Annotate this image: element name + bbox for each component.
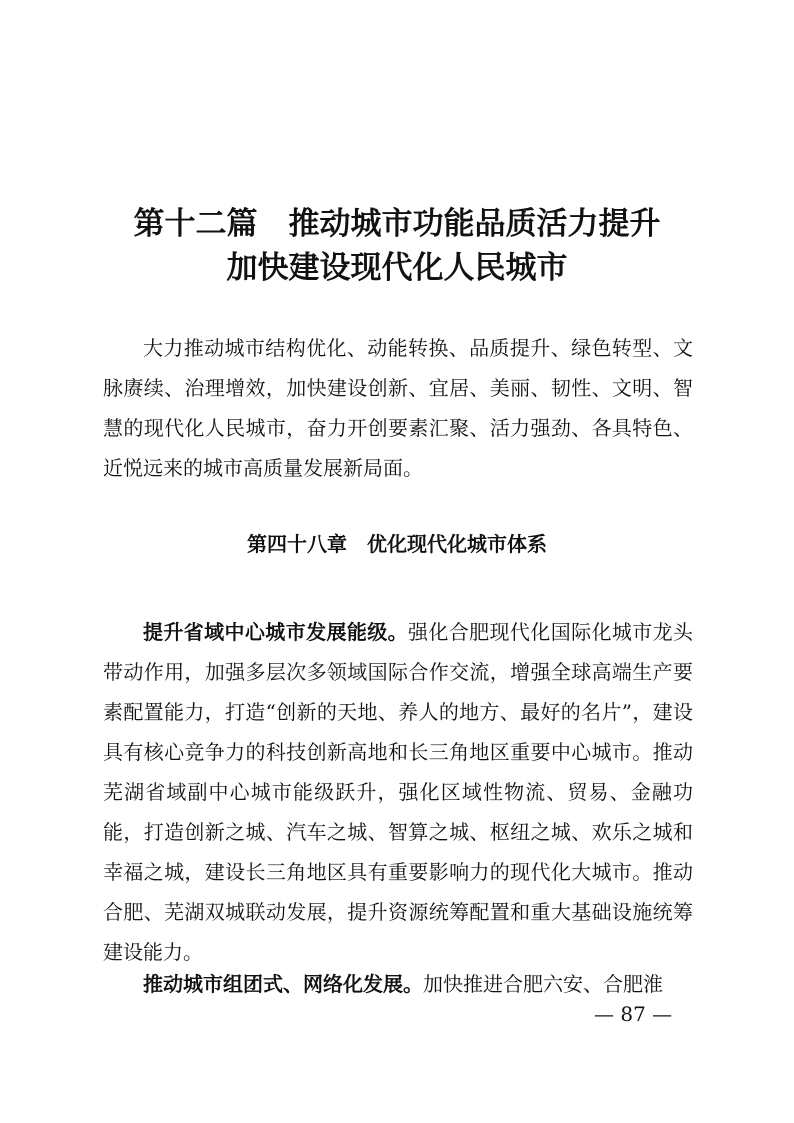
section-1-lead: 提升省域中心城市发展能级。 (143, 620, 408, 644)
section-paragraph-2 (103, 964, 693, 1004)
intro-paragraph: 大力推动城市结构优化、动能转换、品质提升、绿色转型、文脉赓续、治理增效，加快建设创新、宜居、美丽、韧性、文明、智慧的现代化人民城市，奋力开创要素汇聚、活力强劲、各具特色、近悦远来的城市高质量发展新局面。 (103, 336, 693, 480)
section-2-lead: 推动城市组团式、网络化发展。 (143, 972, 423, 996)
page-number: — 87 — (594, 1002, 673, 1026)
section-paragraph-1 (103, 612, 693, 972)
section-1-body: 强化合肥现代化国际化城市龙头带动作用，加强多层次多领域国际合作交流，增强全球高端生产要素配置能力，打造“创新的天地、养人的地方、最好的名片”，建设具有核心竞争力的科技创新高地和长三角地区重要中心城市。推动芜湖省域副中心城市能级跃升，强化区域性物流、贸易、金融功能，打造创新之城、汽车之城、智算之城、枢纽之城、欢乐之城和幸福之城，建设长三角地区具有重要影响力的现代化大城市。推动合肥、芜湖双城联动发展，提升资源统筹配置和重大基础设施统筹建设能力。 (103, 620, 693, 964)
section-2-body: 加快推进合肥六安、合肥淮 (423, 972, 663, 996)
chapter-title: 第四十八章 优化现代化城市体系 (247, 532, 547, 556)
part-title-line-2: 加快建设现代化人民城市 (226, 250, 568, 286)
part-title-line-1: 第十二篇 推动城市功能品质活力提升 (133, 206, 661, 242)
